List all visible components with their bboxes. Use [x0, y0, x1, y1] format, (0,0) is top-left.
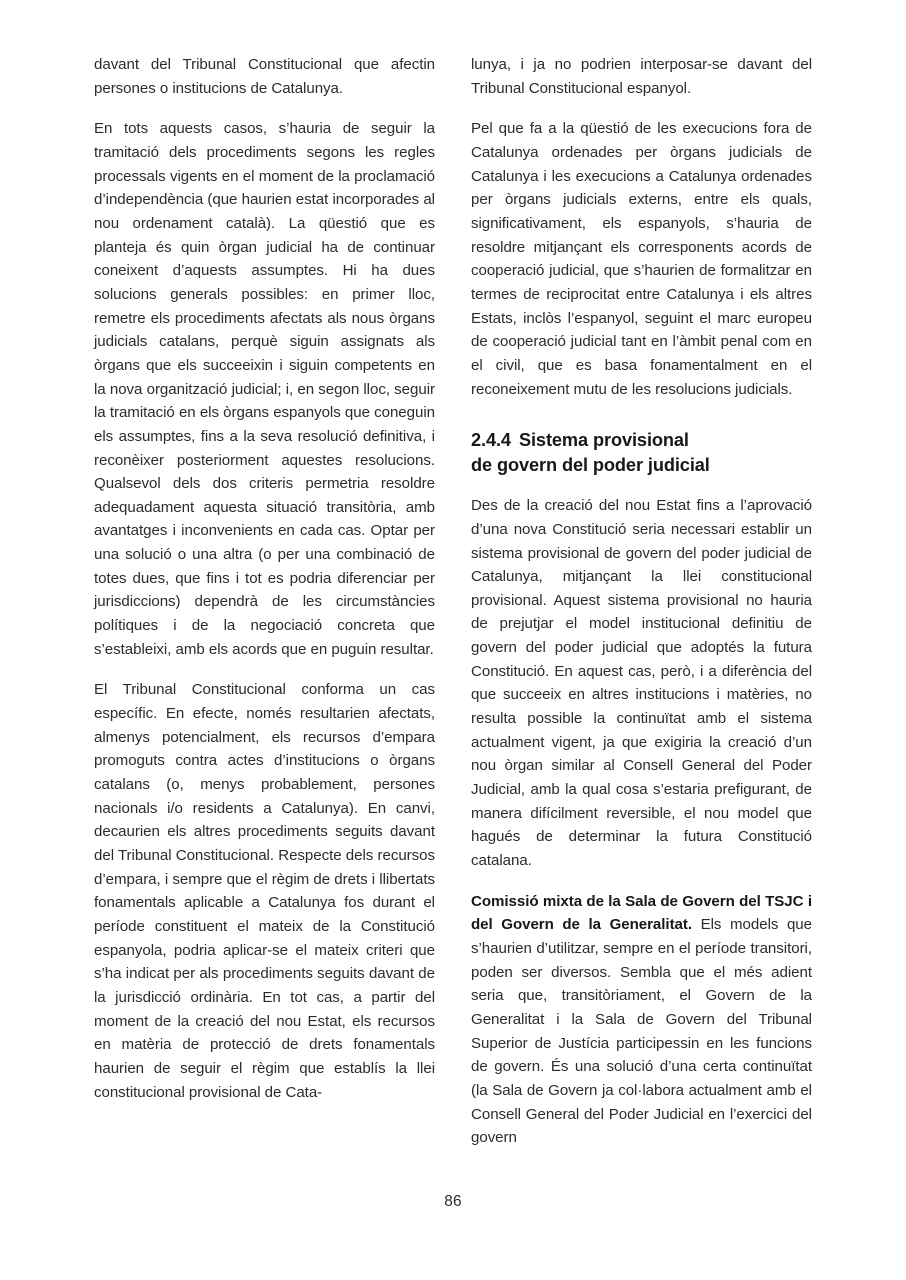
two-column-body [94, 53, 812, 1163]
paragraph-bold-lead: Comissió mixta de la Sala de Govern del TSJC i del Govern de la Generalitat. [471, 892, 812, 934]
section-heading-line2: de govern del poder judicial [471, 455, 710, 476]
paragraph: davant del Tribunal Constitucional que afectin persones o institucions de Catalunya. [94, 56, 435, 97]
paragraph: Des de la creació del nou Estat fins a l’aprovació d’una nova Constitució seria necessari establir un sistema provisional de govern del poder judicial de Catalunya, mitjançant la llei constitucional provisional. Aquest sistema provisional no hauria de prejutjar el model institucional definitiu de govern del poder judicial que adoptés la futura Constitució. En aquest cas, però, i a diferència del que succeeix en altres institucions i matèries, no resulta possible la continuïtat amb el sistema actualment vigent, ja que exigiria la creació d’un nou òrgan similar al Consell General del Poder Judicial, amb la qual cosa s’estaria prefigurant, de manera difícilment reversible, el nou model que hagués de determinar la futura Constitució catalana. [471, 497, 812, 870]
section-heading [471, 428, 812, 478]
paragraph: Pel que fa a la qüestió de les execucions fora de Catalunya ordenades per òrgans judicials de Catalunya i les execucions a Catalunya ordenades per òrgans judicials externs, entre els quals, significativament, els espanyols, s’hauria de resoldre mitjançant els corresponents acords de cooperació judicial, que s’haurien de formalitzar en termes de reciprocitat entre Catalunya i els altres Estats, inclòs l’espanyol, seguint el marc europeu de cooperació judicial tant en l’àmbit penal com en el civil, que es basa fonamentalment en el reconeixement mutu de les resolucions judicials. [471, 120, 812, 398]
paragraph: lunya, i ja no podrien interposar-se davant del Tribunal Constitucional espanyol. [471, 56, 812, 97]
paragraph-body-text: Els models que s’haurien d’utilitzar, sempre en el període transitori, poden ser diversos. Sembla que el més adient seria que, transitòriament, el Govern de la Generalitat i la Sala de Govern del Tribunal Superior de Justícia participessin en les funcions de govern. És una solució d’una certa continuïtat (la Sala de Govern ja col·labora actualment amb el Consell General del Poder Judicial en l’exercici del govern [471, 916, 812, 1147]
section-heading-line1: Sistema provisional [518, 430, 689, 451]
section-number: 2.4.4 [471, 430, 511, 451]
left-column [94, 53, 435, 1163]
paragraph: En tots aquests casos, s’hauria de seguir la tramitació dels procediments segons les regles processals vigents en el moment de la proclamació d’independència (que haurien estat incorporades al nou ordenament català). La qüestió que es planteja és quin òrgan judicial ha de continuar coneixent d’aquests assumptes. Hi ha dues solucions generals possibles: en primer lloc, remetre els procediments afectats als nous òrgans judicials catalans, perquè siguin assignats als òrgans que els succeeixin i siguin competents en la nova organització judicial; i, en segon lloc, seguir la tramitació en els òrgans espanyols que coneguin els assumptes, fins a la seva resolució definitiva, i reconèixer posteriorment aquestes resolucions. Qualsevol dels dos criteris permetria resoldre adequadament aquesta situació transitòria, amb avantatges i inconvenients en cada cas. Optar per una solució o una altra (o per una combinació de totes dues, que fins i tot es podria diferenciar per jurisdiccions) dependrà de les circumstàncies polítiques i de la negociació concreta que s’estableixi, amb els acords que en puguin resultar. [94, 120, 435, 658]
right-column [471, 53, 812, 1163]
page-number: 86 [444, 1193, 462, 1210]
paragraph: El Tribunal Constitucional conforma un cas específic. En efecte, només resultarien afectats, almenys potencialment, els recursos d’empara promoguts contra actes d’institucions o òrgans catalans (o, menys probablement, persones nacionals i/o residents a Catalunya). En canvi, decaurien els altres procediments seguits davant del Tribunal Constitucional. Respecte dels recursos d’empara, i sempre que el règim de drets i llibertats fonamentals aplicable a Catalunya fos durant el període constituent el mateix de la Constitució espanyola, podria aplicar-se el mateix criteri que s’ha indicat per als procediments seguits davant de la jurisdicció ordinària. En tot cas, a partir del moment de la creació del nou Estat, els recursos en matèria de protecció de drets fonamentals haurien de seguir el règim que establís la llei constitucional provisional de Cata- [94, 681, 435, 1101]
paragraph-with-bold-lead [471, 890, 812, 1150]
